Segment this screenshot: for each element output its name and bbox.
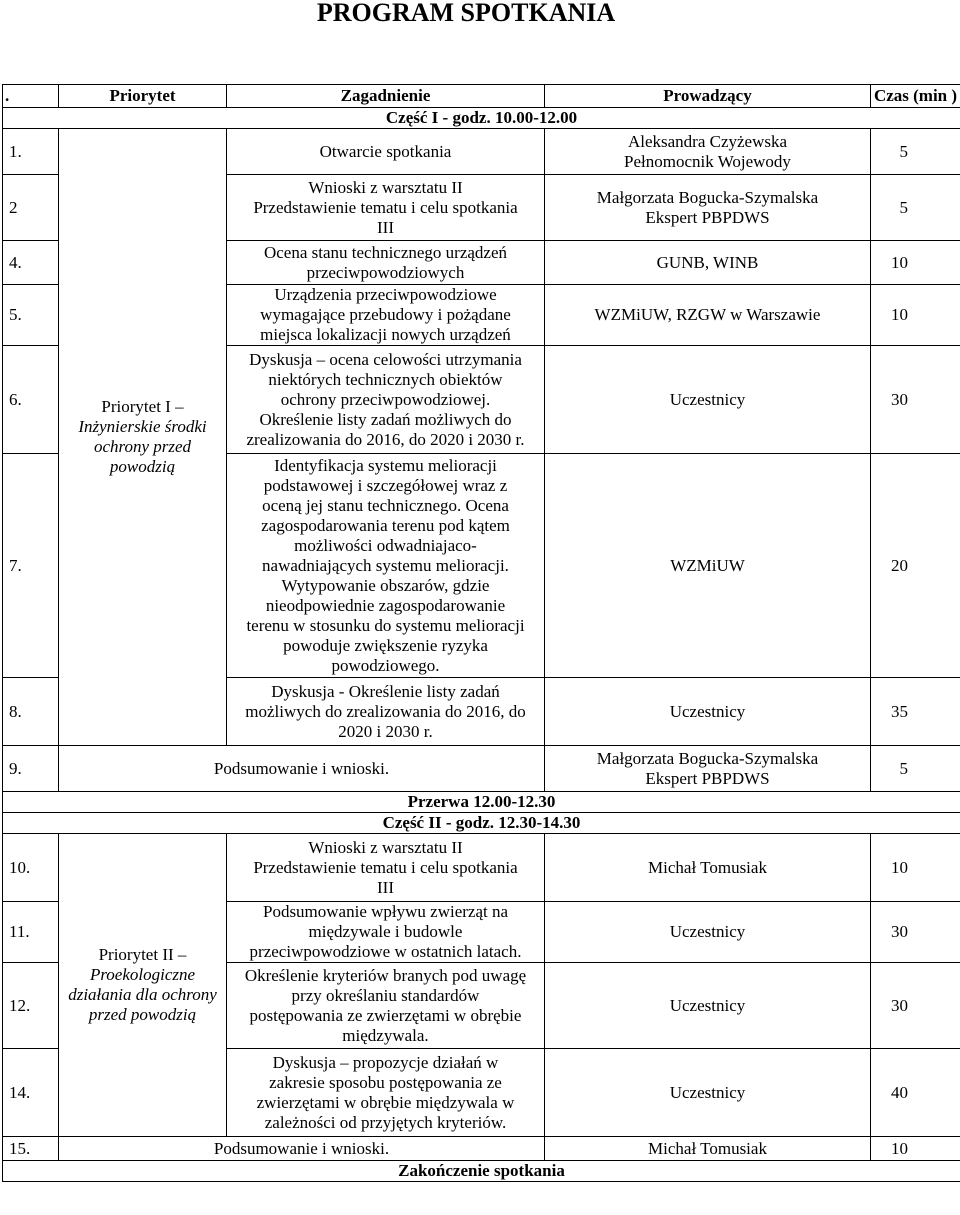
part-1-header: Część I - godz. 10.00-12.00 <box>3 108 960 129</box>
program-table <box>2 84 960 1182</box>
header-topic: Zagadnienie <box>227 85 545 108</box>
item-number: 5. <box>3 285 59 346</box>
item-number: 9. <box>3 746 59 792</box>
part-2-header: Część II - godz. 12.30-14.30 <box>3 813 960 834</box>
item-number: 8. <box>3 678 59 746</box>
item-number: 14. <box>3 1049 59 1137</box>
item-leader: Małgorzata Bogucka-Szymalska Ekspert PBPDWS <box>545 175 871 241</box>
item-leader: WZMiUW, RZGW w Warszawie <box>545 285 871 346</box>
item-time: 10 <box>871 1137 960 1161</box>
item-leader: Aleksandra Czyżewska Pełnomocnik Wojewody <box>545 129 871 175</box>
program-row <box>3 129 960 175</box>
item-time: 5 <box>871 175 960 241</box>
item-topic: Otwarcie spotkania <box>227 129 545 175</box>
item-number: 6. <box>3 346 59 454</box>
header-leader: Prowadzący <box>545 85 871 108</box>
item-leader: GUNB, WINB <box>545 241 871 285</box>
item-leader: Uczestnicy <box>545 1049 871 1137</box>
item-topic: Określenie kryteriów branych pod uwagę przy określaniu standardów postępowania ze zwierzętami w obrębie międzywala. <box>227 963 545 1049</box>
item-leader: Uczestnicy <box>545 902 871 963</box>
header-row <box>3 85 960 108</box>
part-1-header-row <box>3 108 960 129</box>
item-time: 30 <box>871 346 960 454</box>
item-number: 7. <box>3 454 59 678</box>
priority-1-title: Priorytet I – <box>101 397 184 416</box>
priority-2-description: Proekologiczne działania dla ochrony przed powodzią <box>68 965 217 1024</box>
item-topic: Wnioski z warsztatu II Przedstawienie tematu i celu spotkania III <box>227 175 545 241</box>
header-time: Czas (min ) <box>871 85 960 108</box>
item-number: 11. <box>3 902 59 963</box>
item-leader: Małgorzata Bogucka-Szymalska Ekspert PBPDWS <box>545 746 871 792</box>
item-number: 12. <box>3 963 59 1049</box>
item-leader: Uczestnicy <box>545 346 871 454</box>
priority-1-description: Inżynierskie środki ochrony przed powodzią <box>78 417 207 476</box>
item-time: 40 <box>871 1049 960 1137</box>
program-row <box>3 834 960 902</box>
item-time: 35 <box>871 678 960 746</box>
item-topic: Dyskusja - Określenie listy zadań możliwych do zrealizowania do 2016, do 2020 i 2030 r. <box>227 678 545 746</box>
item-leader: Michał Tomusiak <box>545 834 871 902</box>
item-topic: Wnioski z warsztatu II Przedstawienie tematu i celu spotkania III <box>227 834 545 902</box>
item-topic: Podsumowanie wpływu zwierząt na międzywale i budowle przeciwpowodziowe w ostatnich latach. <box>227 902 545 963</box>
item-number: 10. <box>3 834 59 902</box>
item-topic: Dyskusja – ocena celowości utrzymania niektórych technicznych obiektów ochrony przeciwpowodziowej. Określenie listy zadań możliwych do zrealizowania do 2016, do 2020 i 2030 r. <box>227 346 545 454</box>
closing-row <box>3 1161 960 1182</box>
item-topic: Dyskusja – propozycje działań w zakresie sposobu postępowania ze zwierzętami w obrębie międzywala w zależności od przyjętych kryteriów. <box>227 1049 545 1137</box>
item-time: 30 <box>871 902 960 963</box>
item-time: 5 <box>871 129 960 175</box>
break-row-label: Przerwa 12.00-12.30 <box>3 792 960 813</box>
item-time: 10 <box>871 834 960 902</box>
closing: Zakończenie spotkania <box>3 1161 960 1182</box>
item-leader: Uczestnicy <box>545 678 871 746</box>
item-topic: Identyfikacja systemu melioracji podstawowej i szczegółowej wraz z oceną jej stanu technicznego. Ocena zagospodarowania terenu pod kątem możliwości odwadniajaco- nawadniających systemu melioracji. Wytypowanie obszarów, gdzie nieodpowiednie zagospodarowanie terenu w stosunku do systemu melioracji powoduje zwiększenie ryzyka powodziowego. <box>227 454 545 678</box>
item-time: 20 <box>871 454 960 678</box>
item-time: 5 <box>871 746 960 792</box>
item-topic: Urządzenia przeciwpowodziowe wymagające przebudowy i pożądane miejsca lokalizacji nowych urządzeń <box>227 285 545 346</box>
item-topic: Podsumowanie i wnioski. <box>59 1137 545 1161</box>
break-row-label-row <box>3 792 960 813</box>
item-number: 2 <box>3 175 59 241</box>
item-topic: Ocena stanu technicznego urządzeń przeciwpowodziowych <box>227 241 545 285</box>
header-priority: Priorytet <box>59 85 227 108</box>
program-row <box>3 746 960 792</box>
priority-2 <box>59 834 227 1137</box>
item-number: 15. <box>3 1137 59 1161</box>
item-time: 10 <box>871 285 960 346</box>
item-leader: WZMiUW <box>545 454 871 678</box>
document-title: PROGRAM SPOTKANIA <box>316 0 616 27</box>
priority-2-title: Priorytet II – <box>98 945 187 964</box>
item-number: 1. <box>3 129 59 175</box>
part-2-header-row <box>3 813 960 834</box>
item-time: 30 <box>871 963 960 1049</box>
item-topic: Podsumowanie i wnioski. <box>59 746 545 792</box>
priority-1 <box>59 129 227 746</box>
item-leader: Uczestnicy <box>545 963 871 1049</box>
item-number: 4. <box>3 241 59 285</box>
header-no: . <box>3 85 59 108</box>
item-time: 10 <box>871 241 960 285</box>
program-row <box>3 1137 960 1161</box>
item-leader: Michał Tomusiak <box>545 1137 871 1161</box>
